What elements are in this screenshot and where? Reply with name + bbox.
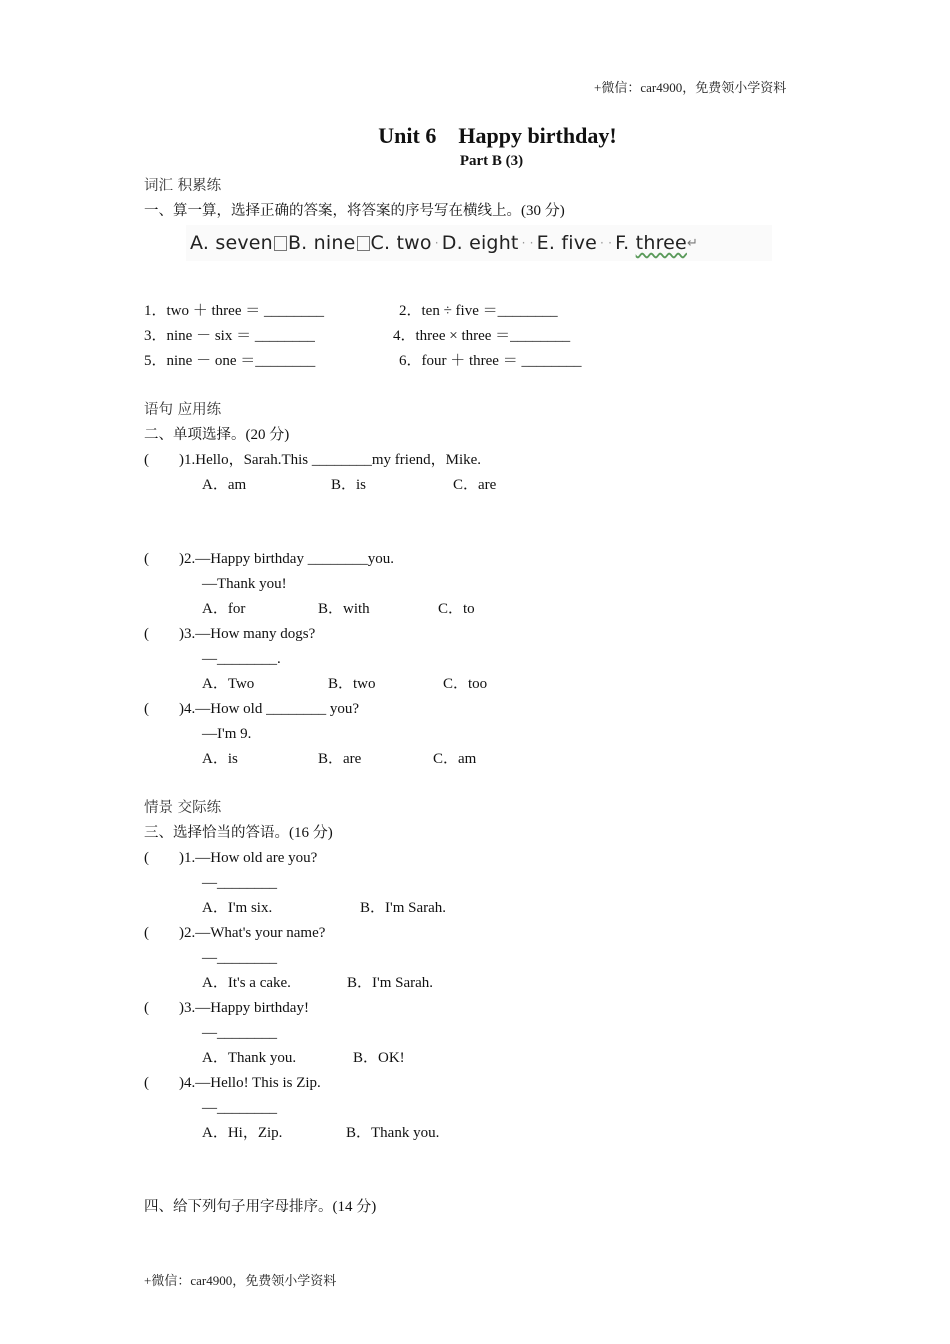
question-2-1: ( )1.Hello，Sarah.This ________my friend，Mike. [144,452,482,468]
option-a: A．Two [202,676,255,692]
section1-category: 词汇 积累练 [144,178,222,194]
option-a: A．for [202,601,246,617]
option-b: B．two [328,676,376,692]
reply: —Thank you! [202,576,287,592]
section2-category: 语句 应用练 [144,402,222,418]
watermark-bottom: +微信：car4900，免费领小学资料 [144,1273,337,1288]
dot-icon: · [434,236,439,250]
section1-heading: 一、算一算，选择正确的答案，将答案的序号写在横线上。(30 分) [144,203,565,219]
option-c: C．to [438,601,475,617]
option-c: C. two [370,232,432,254]
option-c: C．too [443,676,488,692]
option-a: A．I'm six. [202,900,273,916]
page-subtitle: Part B (3) [459,153,524,169]
reply: —________ [202,950,277,966]
dot-icon: · · [600,236,613,250]
question-1-1: 1．two ＋ three ＝ ________ [144,303,324,319]
option-a: A．Thank you. [202,1050,297,1066]
dot-icon: · · [521,236,534,250]
option-e: E. five [536,232,598,254]
question-2-3: ( )3.—How many dogs? [144,626,316,642]
option-b: B．with [318,601,370,617]
question-1-3: 3．nine － six ＝ ________ [144,328,315,344]
question-1-5: 5．nine － one ＝________ [144,353,316,369]
word-options-bar [186,225,772,261]
reply: —________ [202,875,277,891]
option-c: C．are [453,477,497,493]
reply: —________ [202,1025,277,1041]
option-d: D. eight [441,232,519,254]
option-a: A．is [202,751,238,767]
reply: —I'm 9. [202,726,252,742]
question-1-2: 2．ten ÷ five ＝________ [399,303,558,319]
option-a: A．am [202,477,247,493]
option-a: A．It's a cake. [202,975,291,991]
section3-category: 情景 交际练 [144,800,222,816]
option-b: B．is [331,477,367,493]
question-2-4: ( )4.—How old ________ you? [144,701,359,717]
page-title: Unit 6 Happy birthday! [378,123,617,148]
box-icon [274,236,287,251]
return-icon: ↵ [686,235,699,251]
option-b: B. nine [287,232,356,254]
question-2-2: ( )2.—Happy birthday ________you. [144,551,394,567]
question-1-4: 4．three × three ＝________ [393,328,571,344]
reply: —________. [202,651,281,667]
section4-heading: 四、给下列句子用字母排序。(14 分) [144,1199,377,1215]
option-b: B．I'm Sarah. [360,900,447,916]
option-a: A. seven [190,232,273,254]
question-1-6: 6．four ＋ three ＝ ________ [399,353,582,369]
option-b: B．Thank you. [346,1125,440,1141]
option-c: C．am [433,751,477,767]
question-3-4: ( )4.—Hello! This is Zip. [144,1075,321,1091]
box-icon [357,236,370,251]
question-3-3: ( )3.—Happy birthday! [144,1000,309,1016]
watermark-top: +微信：car4900，免费领小学资料 [594,80,787,95]
question-3-2: ( )2.—What's your name? [144,925,326,941]
question-3-1: ( )1.—How old are you? [144,850,318,866]
option-b: B．I'm Sarah. [347,975,434,991]
section2-heading: 二、单项选择。(20 分) [144,427,290,443]
option-b: B．OK! [353,1050,405,1066]
section3-heading: 三、选择恰当的答语。(16 分) [144,825,333,841]
option-a: A．Hi，Zip. [202,1125,283,1141]
option-f: F. three [615,232,687,254]
reply: —________ [202,1100,277,1116]
option-b: B．are [318,751,362,767]
